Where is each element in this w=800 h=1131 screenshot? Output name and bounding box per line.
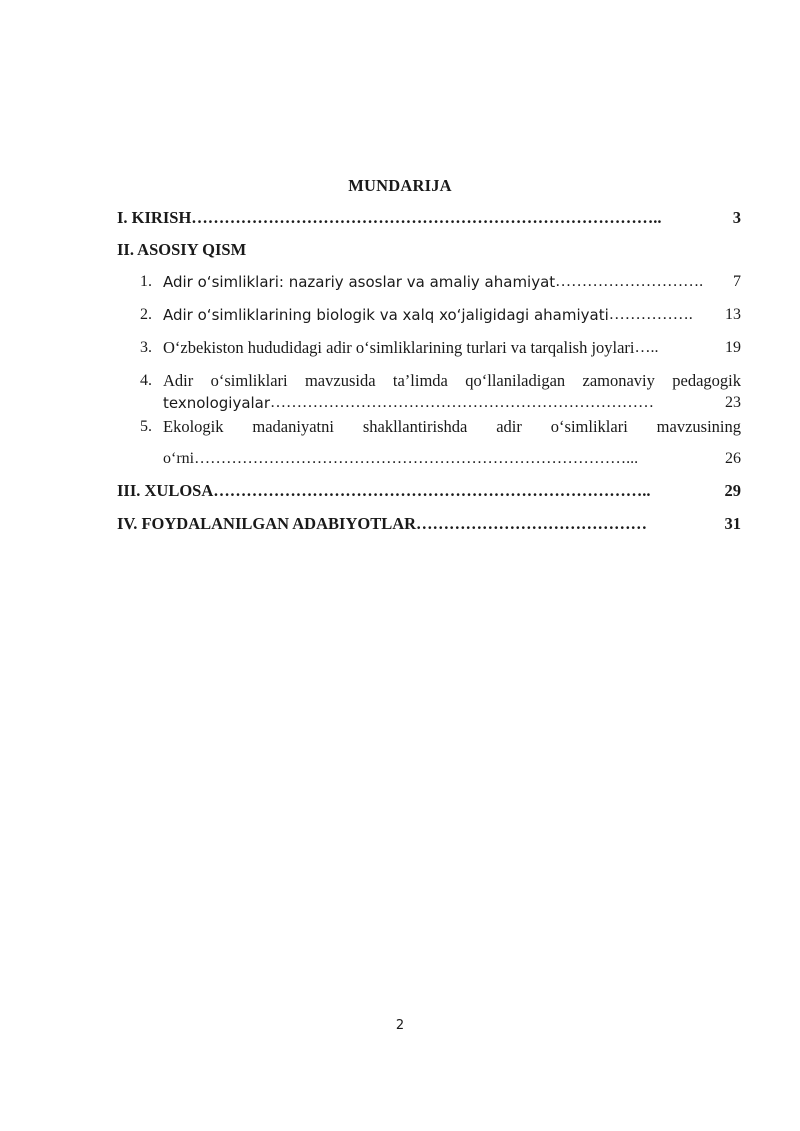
toc-leader-dots: ………………………………………………………………………….. bbox=[191, 208, 662, 227]
toc-leader-dots: ……………. bbox=[608, 306, 693, 323]
toc-leader-dots: …………………………………… bbox=[416, 514, 648, 533]
toc-entry-xulosa[interactable] bbox=[117, 481, 741, 501]
toc-subentry-text: Adir o‘simliklari: nazariy asoslar va amaliy ahamiyat bbox=[163, 273, 556, 291]
toc-subentry-1[interactable] bbox=[140, 271, 741, 293]
toc-page-number: 23 bbox=[725, 394, 741, 411]
page-number: 2 bbox=[395, 1018, 405, 1033]
toc-entry-label: I. KIRISH bbox=[117, 208, 192, 227]
toc-subentry-text-line1: Ekologik madaniyatni shakllantirishda adir o‘simliklari mavzusining bbox=[163, 417, 741, 436]
toc-subentry-5[interactable] bbox=[140, 416, 741, 472]
toc-entry-kirish[interactable] bbox=[117, 208, 741, 228]
toc-entry-label: II. ASOSIY QISM bbox=[117, 240, 247, 259]
toc-leader-dots: ….. bbox=[634, 339, 659, 356]
toc-subentry-number: 2. bbox=[140, 306, 152, 323]
toc-subentry-number: 4. bbox=[140, 372, 152, 389]
toc-page-number: 3 bbox=[732, 208, 741, 227]
toc-subentry-text: Adir o‘simliklarining biologik va xalq xo‘jaligidagi ahamiyati bbox=[163, 306, 609, 324]
toc-page-number: 29 bbox=[724, 481, 741, 500]
toc-subentry-number: 1. bbox=[140, 273, 152, 290]
toc-page-number: 26 bbox=[725, 450, 741, 467]
toc-entry-adabiyotlar[interactable] bbox=[117, 514, 741, 534]
toc-subentry-number: 3. bbox=[140, 339, 152, 356]
toc-page-number: 13 bbox=[725, 306, 741, 323]
toc-subentry-2[interactable] bbox=[140, 304, 741, 326]
toc-entry-label: III. XULOSA bbox=[117, 481, 214, 500]
toc-page-number: 19 bbox=[725, 339, 741, 356]
toc-leader-dots: ………………………………………………………………………... bbox=[194, 450, 639, 467]
toc-subentry-3[interactable] bbox=[140, 337, 741, 359]
toc-leader-dots: ……………………………………………………………… bbox=[270, 394, 655, 411]
toc-leader-dots: …………………………………………………………………….. bbox=[213, 481, 651, 500]
toc-subentry-text-line1: Adir o‘simliklari mavzusida ta’limda qo‘llaniladigan zamonaviy pedagogik bbox=[163, 371, 741, 390]
toc-subentry-4[interactable] bbox=[140, 370, 741, 414]
page-title: MUNDARIJA bbox=[348, 176, 452, 195]
toc-subentry-number: 5. bbox=[140, 418, 152, 435]
toc-page-number: 7 bbox=[733, 273, 741, 290]
toc-page-number: 31 bbox=[724, 514, 741, 533]
toc-entry-asosiy-qism[interactable] bbox=[117, 240, 741, 260]
toc-entry-label: IV. FOYDALANILGAN ADABIYOTLAR bbox=[117, 514, 417, 533]
toc-leader-dots: ………………………. bbox=[555, 273, 704, 290]
toc-subentry-text-line2: texnologiyalar bbox=[163, 394, 271, 412]
toc-subentry-text: O‘zbekiston hududidagi adir o‘simliklarining turlari va tarqalish joylari bbox=[163, 338, 635, 357]
toc-subentry-text-line2: o‘rni bbox=[163, 450, 195, 467]
